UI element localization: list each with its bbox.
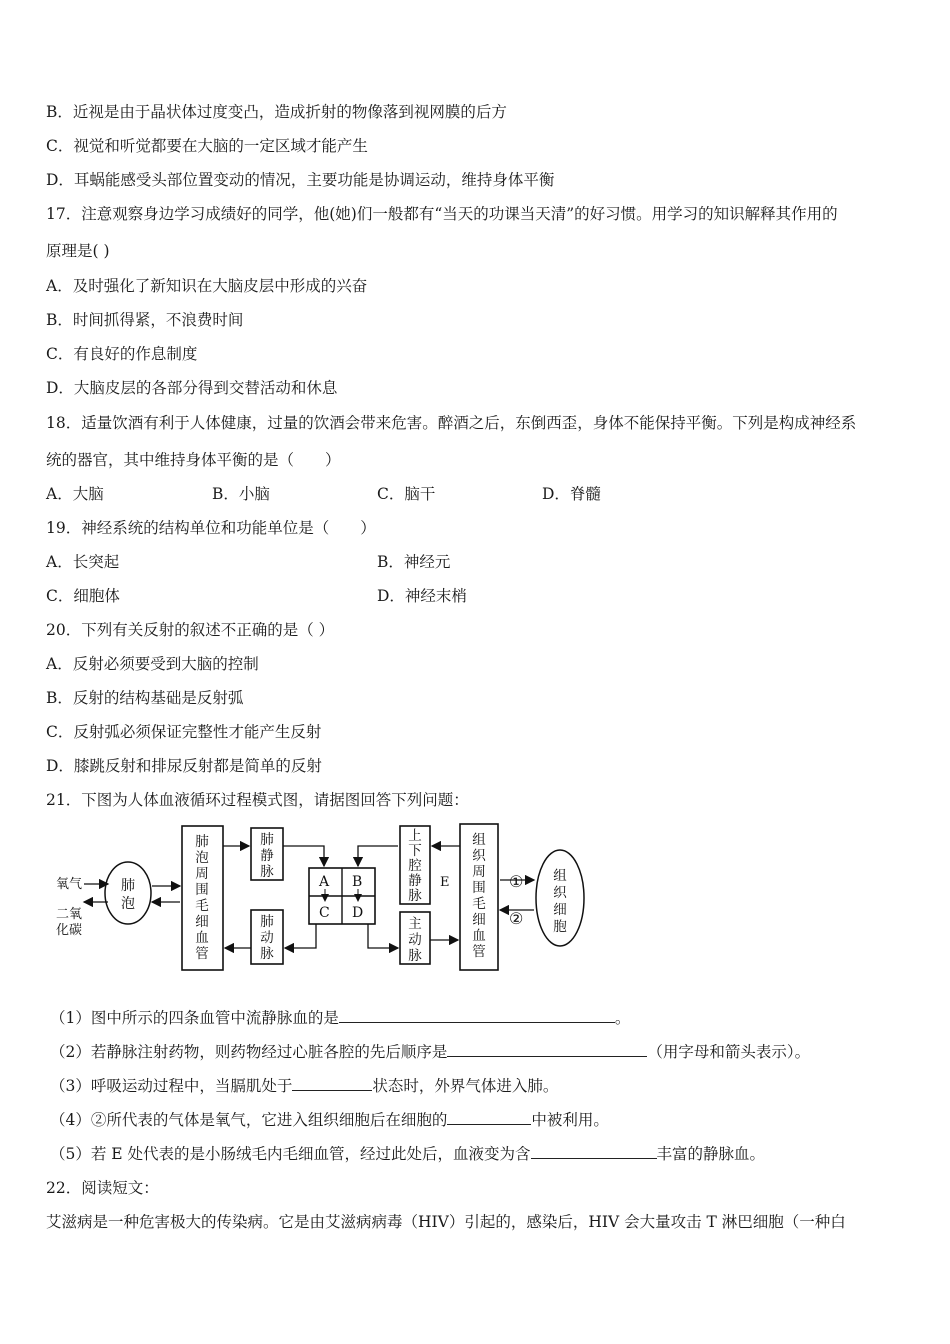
q17-option-a: A．及时强化了新知识在大脑皮层中形成的兴奋: [46, 277, 368, 295]
cell-char-4: 胞: [553, 919, 567, 935]
tc-char-1: 组: [472, 832, 486, 848]
pv-char-2: 静: [260, 848, 274, 864]
d-to-aorta-arrow: [368, 924, 398, 948]
ac-char-3: 周: [195, 866, 209, 882]
cell-char-3: 细: [553, 902, 567, 918]
q17-option-c: C．有良好的作息制度: [46, 345, 198, 363]
label-e: E: [440, 875, 450, 890]
sq2-end: （用字母和箭头表示）。: [647, 1043, 811, 1061]
ao-char-2: 动: [408, 932, 422, 948]
pa-char-1: 肺: [260, 914, 274, 930]
pulm-vein-to-a-arrow: [283, 846, 324, 866]
alveolar-capillary-label: [195, 833, 209, 962]
sq5-end: 丰富的静脉血。: [656, 1145, 766, 1163]
tc-char-3: 周: [472, 864, 486, 880]
sq4-blank[interactable]: [447, 1110, 531, 1125]
q20-option-c: C．反射弧必须保证完整性才能产生反射: [46, 723, 322, 741]
ac-char-8: 管: [195, 946, 209, 962]
pv-char-1: 肺: [260, 832, 274, 848]
line-c-vision: C．视觉和听觉都要在大脑的一定区域才能产生: [46, 137, 368, 155]
sq5-text: （5）若 E 处代表的是小肠绒毛内毛细血管，经过此处后，血液变为含: [50, 1145, 531, 1163]
vena-cava-to-b-arrow: [358, 846, 398, 866]
circle-1-label: ①: [509, 872, 524, 891]
q19-option-d: D．神经末梢: [377, 587, 467, 605]
pa-char-3: 脉: [260, 946, 274, 962]
sub-question-5: [50, 1144, 765, 1164]
ao-char-1: 主: [408, 916, 422, 932]
ac-char-1: 肺: [195, 834, 209, 850]
chamber-c: C: [319, 905, 330, 921]
question-18-stem: 18．适量饮酒有利于人体健康，过量的饮酒会带来危害。醉酒之后，东倒西歪，身体不能保持平衡。下列是构成神经系: [46, 414, 857, 432]
question-17-stem: 17．注意观察身边学习成绩好的同学，他(她)们一般都有“当天的功课当天清”的好习惯。用学习的知识解释其作用的: [46, 205, 838, 223]
question-21-stem: 21．下图为人体血液循环过程模式图，请据图回答下列问题：: [46, 791, 469, 809]
ac-char-4: 围: [195, 882, 209, 898]
sub-question-2: [50, 1042, 810, 1062]
sq3-end: 状态时，外界气体进入肺。: [372, 1077, 559, 1095]
tc-char-7: 血: [472, 928, 486, 944]
sq4-text: （4）②所代表的气体是氧气，它进入组织细胞后在细胞的: [50, 1111, 448, 1129]
sub-question-1: [50, 1008, 630, 1028]
tc-char-6: 细: [472, 912, 486, 928]
q20-option-b: B．反射的结构基础是反射弧: [46, 689, 244, 707]
cell-char-2: 织: [553, 885, 567, 901]
q18-option-d: D．脊髓: [542, 485, 601, 503]
ao-char-3: 脉: [408, 948, 422, 964]
sq2-text: （2）若静脉注射药物，则药物经过心脏各腔的先后顺序是: [50, 1043, 448, 1061]
q18-option-b: B．小脑: [212, 485, 270, 503]
chamber-b: B: [352, 874, 363, 890]
co2-label-1: 二氧: [56, 907, 83, 922]
chamber-d: D: [352, 905, 364, 921]
sq4-end: 中被利用。: [531, 1111, 609, 1129]
q19-option-c: C．细胞体: [46, 587, 120, 605]
q18-option-a: A．大脑: [46, 485, 104, 503]
question-22-passage: 艾滋病是一种危害极大的传染病。它是由艾滋病病毒（HIV）引起的，感染后，HIV 会大量攻击 T 淋巴细胞（一种白: [46, 1213, 846, 1231]
vc-char-2: 下: [408, 843, 422, 859]
pa-char-2: 动: [260, 930, 274, 946]
q17-option-b: B．时间抓得紧，不浪费时间: [46, 311, 244, 329]
blood-circulation-diagram: [48, 818, 588, 978]
sq1-text: （1）图中所示的四条血管中流静脉血的是: [50, 1009, 339, 1027]
ac-char-2: 泡: [195, 850, 209, 866]
vc-char-4: 静: [408, 873, 422, 889]
q20-option-d: D．膝跳反射和排尿反射都是简单的反射: [46, 757, 322, 775]
line-d-cochlea: D．耳蜗能感受头部位置变动的情况，主要功能是协调运动，维持身体平衡: [46, 171, 555, 189]
sub-question-4: [50, 1110, 609, 1130]
alveolus-char-2: 泡: [121, 896, 135, 912]
tc-char-4: 围: [472, 880, 486, 896]
q19-option-a: A．长突起: [46, 553, 120, 571]
tc-char-8: 管: [472, 944, 486, 960]
question-22-stem: 22．阅读短文：: [46, 1179, 159, 1197]
circle-2-label: ②: [509, 909, 524, 928]
vc-char-3: 腔: [408, 858, 422, 874]
vc-char-5: 脉: [408, 888, 422, 904]
question-18-stem-cont: 统的器官，其中维持身体平衡的是（ ）: [46, 451, 341, 469]
chamber-a: A: [319, 874, 330, 890]
sq3-blank[interactable]: [292, 1076, 372, 1091]
ac-char-7: 血: [195, 930, 209, 946]
question-20-stem: 20．下列有关反射的叙述不正确的是（ ）: [46, 621, 335, 639]
sq2-blank[interactable]: [447, 1042, 647, 1057]
vc-char-1: 上: [408, 828, 422, 844]
q17-option-d: D．大脑皮层的各部分得到交替活动和休息: [46, 379, 338, 397]
sq1-blank[interactable]: [339, 1008, 615, 1023]
question-17-stem-cont: 原理是( ): [46, 242, 110, 260]
sq1-end: 。: [614, 1009, 631, 1027]
sq3-text: （3）呼吸运动过程中，当膈肌处于: [50, 1077, 293, 1095]
pv-char-3: 脉: [260, 864, 274, 880]
ac-char-6: 细: [195, 914, 209, 930]
ac-char-5: 毛: [195, 898, 209, 914]
q19-option-b: B．神经元: [377, 553, 451, 571]
cell-char-1: 组: [553, 868, 567, 884]
co2-label-2: 化碳: [56, 923, 83, 938]
c-to-pulm-artery-arrow: [285, 924, 316, 948]
tc-char-2: 织: [472, 848, 486, 864]
q18-option-c: C．脑干: [377, 485, 436, 503]
sq5-blank[interactable]: [531, 1144, 657, 1159]
question-19-stem: 19．神经系统的结构单位和功能单位是（ ）: [46, 519, 376, 537]
line-b-myopia: B．近视是由于晶状体过度变凸，造成折射的物像落到视网膜的后方: [46, 103, 507, 121]
oxygen-label: 氧气: [56, 877, 83, 892]
sub-question-3: [50, 1076, 558, 1096]
tc-char-5: 毛: [472, 896, 486, 912]
q20-option-a: A．反射必须要受到大脑的控制: [46, 655, 259, 673]
alveolus-char-1: 肺: [121, 878, 135, 894]
